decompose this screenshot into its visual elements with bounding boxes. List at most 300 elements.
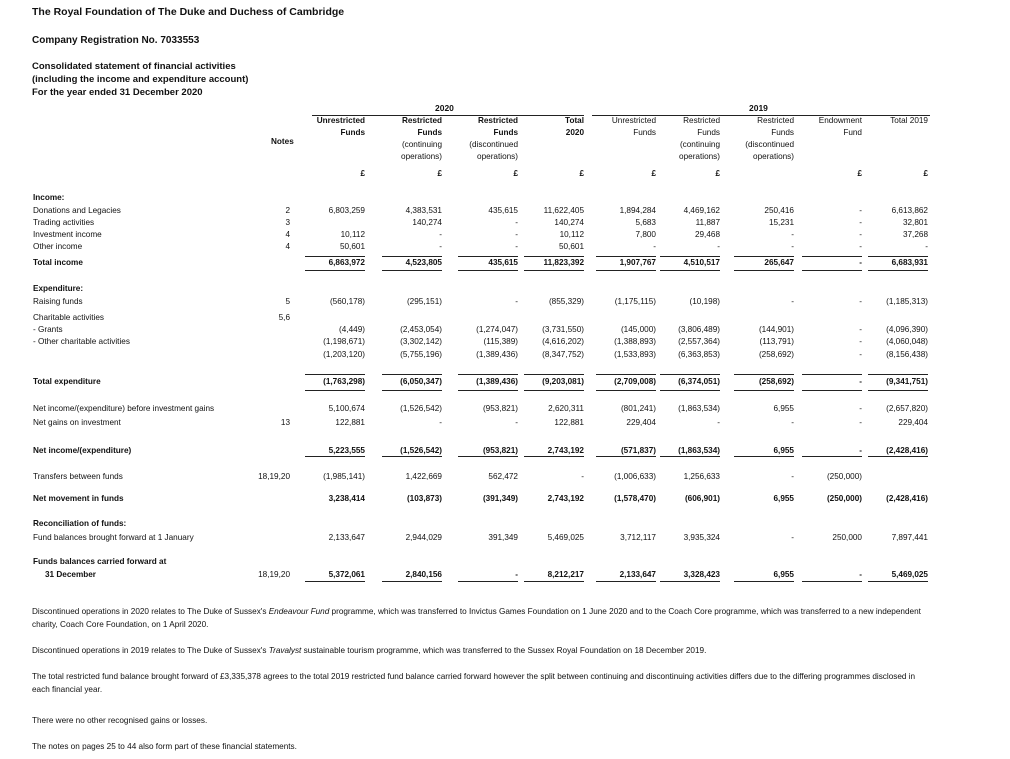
row-label: Investment income: [33, 230, 102, 239]
row-label: - Other charitable activities: [33, 337, 130, 346]
row-label: Raising funds: [33, 297, 83, 306]
column-header-line: Restricted: [683, 116, 720, 125]
registration-number: Company Registration No. 7033553: [32, 35, 200, 46]
row-value: -: [859, 258, 862, 267]
column-header-line: Funds: [697, 128, 720, 137]
row-value: (250,000): [826, 472, 862, 481]
row-value: -: [859, 218, 862, 227]
row-value: -: [859, 325, 862, 334]
row-value: (1,274,047): [476, 325, 518, 334]
row-label: 31 December: [45, 570, 96, 579]
total-rule: [458, 270, 518, 271]
row-value: 1,907,767: [619, 258, 656, 267]
row-value: 5,223,555: [328, 446, 365, 455]
total-rule: [382, 374, 442, 375]
row-value: 2,133,647: [328, 533, 365, 542]
total-rule: [382, 581, 442, 582]
total-rule: [305, 390, 365, 391]
row-value: (3,806,489): [678, 325, 720, 334]
row-value: (8,156,438): [886, 350, 928, 359]
row-note: 18,19,20: [258, 472, 290, 481]
total-rule: [802, 581, 862, 582]
row-value: (113,791): [759, 337, 794, 346]
row-value: (9,341,751): [886, 377, 928, 386]
row-value: -: [859, 206, 862, 215]
row-note: 5,6: [278, 313, 290, 322]
notes-heading: Notes: [271, 137, 294, 146]
row-value: (391,349): [482, 494, 518, 503]
row-value: (258,692): [758, 350, 794, 359]
row-value: -: [859, 297, 862, 306]
row-value: (9,203,081): [542, 377, 584, 386]
row-value: -: [859, 446, 862, 455]
total-rule: [734, 374, 794, 375]
row-value: (1,863,534): [678, 404, 720, 413]
row-value: 3,712,117: [620, 533, 656, 542]
row-label: Total income: [33, 258, 83, 267]
row-value: -: [717, 242, 720, 251]
column-header-line: [792, 151, 862, 163]
total-rule: [305, 581, 365, 582]
column-header-line: Unrestricted: [316, 116, 365, 125]
row-label: Funds balances carried forward at: [33, 557, 167, 566]
statement-title: Consolidated statement of financial activities: [32, 61, 236, 72]
column-header-line: Restricted: [477, 116, 518, 125]
column-header-line: [858, 151, 928, 163]
row-value: 250,000: [832, 533, 862, 542]
row-value: 265,647: [764, 258, 794, 267]
total-rule: [524, 456, 584, 457]
row-value: (2,557,364): [678, 337, 720, 346]
row-value: (855,329): [548, 297, 584, 306]
row-value: 50,601: [558, 242, 584, 251]
total-rule: [458, 581, 518, 582]
row-value: 4,383,531: [405, 206, 442, 215]
row-value: (2,428,416): [886, 494, 928, 503]
organisation-name: The Royal Foundation of The Duke and Duchess of Cambridge: [32, 6, 345, 18]
column-header-line: [514, 139, 584, 151]
total-rule: [868, 374, 928, 375]
row-value: 3,328,423: [683, 570, 720, 579]
row-value: 229,404: [626, 418, 656, 427]
row-value: (801,241): [620, 404, 656, 413]
row-note: 18,19,20: [258, 570, 290, 579]
column-header-line: Fund: [843, 128, 862, 137]
total-rule: [382, 270, 442, 271]
total-rule: [660, 581, 720, 582]
row-value: (1,533,893): [614, 350, 656, 359]
row-label: Transfers between funds: [33, 472, 123, 481]
row-value: 7,800: [635, 230, 656, 239]
row-value: (258,692): [758, 377, 794, 386]
row-value: (115,389): [483, 337, 518, 346]
column-header-line: Funds: [771, 128, 794, 137]
currency-label: £: [857, 169, 862, 178]
row-value: 6,613,862: [891, 206, 928, 215]
row-value: (103,873): [406, 494, 442, 503]
row-value: -: [515, 297, 518, 306]
column-header-line: [858, 139, 928, 151]
column-header-line: operations): [679, 152, 720, 161]
column-header-line: Funds: [340, 128, 365, 137]
footnote-text: programme, which was transferred to Invictus Games Foundation on 1 June 2020 and to the Coach Core programme, which was transferred to a new independent charity, Coach Core Foundation, on 1 April 2020.: [32, 607, 921, 629]
row-value: (1,388,893): [614, 337, 656, 346]
total-rule: [802, 256, 862, 257]
column-header: [650, 115, 720, 163]
column-header-line: [295, 139, 365, 151]
row-value: (953,821): [482, 446, 518, 455]
row-value: 10,112: [340, 230, 365, 239]
row-value: -: [717, 418, 720, 427]
row-value: -: [439, 230, 442, 239]
total-rule: [734, 390, 794, 391]
row-value: (1,526,542): [400, 446, 442, 455]
column-header: [372, 115, 442, 163]
total-rule: [802, 270, 862, 271]
row-value: 3,238,414: [328, 494, 365, 503]
row-label: Income:: [33, 193, 65, 202]
row-value: 1,256,633: [683, 472, 720, 481]
row-value: -: [653, 242, 656, 251]
row-value: (4,060,048): [886, 337, 928, 346]
column-header-line: Endowment: [818, 116, 862, 125]
column-header-line: operations): [401, 152, 442, 161]
row-value: -: [439, 418, 442, 427]
column-header-line: Total: [565, 116, 584, 125]
row-value: -: [515, 418, 518, 427]
row-note: 5: [285, 297, 290, 306]
row-value: -: [791, 533, 794, 542]
total-rule: [305, 456, 365, 457]
currency-label: £: [579, 169, 584, 178]
row-value: -: [515, 242, 518, 251]
column-header-line: Unrestricted: [611, 116, 656, 125]
row-value: 2,944,029: [405, 533, 442, 542]
total-rule: [868, 456, 928, 457]
row-value: (1,198,671): [323, 337, 365, 346]
row-value: 11,887: [695, 218, 720, 227]
statement-subtitle: (including the income and expenditure account): [32, 74, 249, 85]
row-note: 4: [285, 242, 290, 251]
column-header-line: [792, 139, 862, 151]
row-value: -: [859, 404, 862, 413]
total-rule: [660, 390, 720, 391]
total-rule: [524, 374, 584, 375]
column-header-line: Funds: [633, 128, 656, 137]
row-value: (1,985,141): [323, 472, 365, 481]
total-rule: [524, 581, 584, 582]
row-value: 2,743,192: [547, 446, 584, 455]
total-rule: [868, 256, 928, 257]
row-value: (250,000): [826, 494, 862, 503]
row-value: 435,615: [488, 206, 518, 215]
column-header-line: (continuing: [679, 140, 720, 149]
row-value: -: [859, 350, 862, 359]
row-value: 5,469,025: [891, 570, 928, 579]
row-label: Trading activities: [33, 218, 95, 227]
row-label: Expenditure:: [33, 284, 84, 293]
row-value: (6,363,853): [678, 350, 720, 359]
currency-label: £: [360, 169, 365, 178]
row-value: 5,683: [635, 218, 656, 227]
column-header-line: [586, 139, 656, 151]
currency-label: £: [437, 169, 442, 178]
row-label: Net gains on investment: [33, 418, 121, 427]
total-rule: [868, 581, 928, 582]
column-header-line: Restricted: [401, 116, 442, 125]
row-value: 29,468: [694, 230, 720, 239]
column-header: [295, 115, 365, 163]
row-value: 140,274: [554, 218, 584, 227]
column-header-line: [858, 127, 928, 139]
row-value: (606,901): [684, 494, 720, 503]
column-header-line: Total 2019: [890, 116, 928, 125]
total-rule: [596, 270, 656, 271]
row-value: (3,302,142): [400, 337, 442, 346]
total-rule: [305, 374, 365, 375]
total-rule: [458, 456, 518, 457]
footnote-restricted-balance: The total restricted fund balance brought forward of £3,335,378 agrees to the total 2019 restricted fund balance carried forward however the split between continuing and discontinuing activities differs due to the differing programmes disclosed in each financial year.: [32, 672, 916, 694]
row-value: 391,349: [488, 533, 518, 542]
footnote-text: Discontinued operations in 2020 relates to The Duke of Sussex's: [32, 607, 269, 616]
row-value: (6,374,051): [678, 377, 720, 386]
total-rule: [524, 390, 584, 391]
currency-label: £: [715, 169, 720, 178]
column-header: [514, 115, 584, 163]
row-value: 122,881: [554, 418, 584, 427]
column-header-line: operations): [477, 152, 518, 161]
row-value: 32,801: [902, 218, 928, 227]
row-label: Donations and Legacies: [33, 206, 121, 215]
footnote-2020-discontinued: [32, 605, 932, 631]
total-rule: [868, 390, 928, 391]
row-value: -: [791, 418, 794, 427]
year-2019-heading: 2019: [749, 103, 768, 113]
statement-period: For the year ended 31 December 2020: [32, 87, 203, 98]
total-rule: [458, 374, 518, 375]
row-value: -: [859, 570, 862, 579]
row-value: 6,955: [773, 404, 794, 413]
footnote-programme: Travalyst: [268, 646, 302, 655]
column-header-line: Restricted: [757, 116, 794, 125]
row-label: Total expenditure: [33, 377, 101, 386]
row-value: 37,268: [902, 230, 928, 239]
row-value: 4,469,162: [683, 206, 720, 215]
footnote-no-other-gains: There were no other recognised gains or losses.: [32, 716, 208, 725]
column-header-line: 2020: [565, 128, 584, 137]
row-value: (2,428,416): [886, 446, 928, 455]
row-value: (144,901): [758, 325, 794, 334]
row-value: 140,274: [412, 218, 442, 227]
row-label: - Grants: [33, 325, 63, 334]
total-rule: [305, 256, 365, 257]
row-value: (1,006,633): [614, 472, 656, 481]
row-value: 15,231: [768, 218, 794, 227]
total-rule: [458, 390, 518, 391]
row-value: (1,526,542): [400, 404, 442, 413]
total-rule: [734, 456, 794, 457]
footnote-2019-discontinued: [32, 644, 932, 657]
row-value: -: [439, 242, 442, 251]
row-label: Fund balances brought forward at 1 January: [33, 533, 194, 542]
total-rule: [596, 256, 656, 257]
row-label: Net income/(expenditure) before investment gains: [33, 404, 215, 413]
total-rule: [734, 581, 794, 582]
row-label: Net income/(expenditure): [33, 446, 132, 455]
total-rule: [596, 374, 656, 375]
row-label: Other income: [33, 242, 83, 251]
row-value: -: [925, 242, 928, 251]
row-value: 6,863,972: [328, 258, 365, 267]
row-value: 10,112: [559, 230, 584, 239]
row-note: 3: [285, 218, 290, 227]
row-value: -: [791, 230, 794, 239]
column-header: [586, 115, 656, 163]
row-value: 4,523,805: [405, 258, 442, 267]
row-value: -: [859, 230, 862, 239]
total-rule: [802, 374, 862, 375]
row-value: 5,469,025: [547, 533, 584, 542]
row-label: Charitable activities: [33, 313, 104, 322]
total-rule: [524, 270, 584, 271]
total-rule: [524, 256, 584, 257]
row-value: (2,453,054): [400, 325, 442, 334]
row-value: 4,510,517: [683, 258, 720, 267]
row-value: -: [859, 377, 862, 386]
row-note: 13: [280, 418, 290, 427]
row-value: (1,203,120): [323, 350, 365, 359]
row-value: -: [859, 242, 862, 251]
row-value: 5,100,674: [328, 404, 365, 413]
row-value: (1,863,534): [678, 446, 720, 455]
row-value: 2,620,311: [548, 404, 584, 413]
row-value: (560,178): [329, 297, 365, 306]
row-value: (4,096,390): [886, 325, 928, 334]
row-value: (1,389,436): [476, 377, 518, 386]
row-value: 2,840,156: [405, 570, 442, 579]
row-value: 3,935,324: [683, 533, 720, 542]
column-header-line: operations): [753, 152, 794, 161]
row-value: (1,185,313): [886, 297, 928, 306]
row-value: (10,198): [689, 297, 720, 306]
row-value: 122,881: [335, 418, 365, 427]
total-rule: [382, 390, 442, 391]
column-header-line: [295, 151, 365, 163]
footnote-notes-reference: The notes on pages 25 to 44 also form part of these financial statements.: [32, 742, 297, 751]
footnote-text: Discontinued operations in 2019 relates to The Duke of Sussex's: [32, 646, 269, 655]
column-header-line: Funds: [417, 128, 442, 137]
row-value: 6,683,931: [891, 258, 928, 267]
row-value: (5,755,196): [400, 350, 442, 359]
row-value: 8,212,217: [547, 570, 584, 579]
total-rule: [382, 456, 442, 457]
row-value: 2,133,647: [619, 570, 656, 579]
row-value: (295,151): [406, 297, 442, 306]
row-label: Reconciliation of funds:: [33, 519, 127, 528]
row-value: (1,578,470): [614, 494, 656, 503]
currency-label: £: [513, 169, 518, 178]
row-value: 6,955: [773, 494, 794, 503]
year-2020-heading: 2020: [435, 103, 454, 113]
column-header-line: (discontinued: [745, 140, 794, 149]
row-value: -: [515, 218, 518, 227]
row-value: (4,616,202): [542, 337, 584, 346]
row-value: 11,823,392: [543, 258, 584, 267]
row-value: 229,404: [898, 418, 928, 427]
row-value: -: [515, 230, 518, 239]
total-rule: [596, 456, 656, 457]
row-value: (145,000): [620, 325, 656, 334]
row-value: (8,347,752): [542, 350, 584, 359]
row-value: -: [581, 472, 584, 481]
row-value: 250,416: [764, 206, 794, 215]
row-value: 2,743,192: [547, 494, 584, 503]
total-rule: [305, 270, 365, 271]
total-rule: [660, 456, 720, 457]
row-value: (1,763,298): [323, 377, 365, 386]
row-value: (1,389,436): [476, 350, 518, 359]
row-value: -: [859, 418, 862, 427]
row-value: 11,622,405: [543, 206, 584, 215]
currency-label: £: [651, 169, 656, 178]
total-rule: [596, 581, 656, 582]
row-value: -: [515, 570, 518, 579]
row-value: (571,837): [620, 446, 656, 455]
row-value: (2,657,820): [886, 404, 928, 413]
row-value: -: [859, 337, 862, 346]
row-label: Net movement in funds: [33, 494, 124, 503]
row-value: 6,955: [773, 570, 794, 579]
row-value: -: [791, 242, 794, 251]
total-rule: [802, 456, 862, 457]
total-rule: [660, 270, 720, 271]
row-value: (3,731,550): [542, 325, 584, 334]
total-rule: [802, 390, 862, 391]
total-rule: [734, 270, 794, 271]
row-value: -: [791, 472, 794, 481]
total-rule: [660, 256, 720, 257]
column-header-line: [586, 151, 656, 163]
column-header-line: (continuing: [401, 140, 442, 149]
row-value: 7,897,441: [891, 533, 928, 542]
row-value: -: [791, 297, 794, 306]
currency-label: £: [923, 169, 928, 178]
footnote-programme: Endeavour Fund: [268, 607, 330, 616]
row-value: 50,601: [339, 242, 365, 251]
row-value: 435,615: [488, 258, 518, 267]
row-value: (4,449): [339, 325, 365, 334]
total-rule: [734, 256, 794, 257]
column-header-line: Funds: [493, 128, 518, 137]
column-header: [792, 115, 862, 163]
total-rule: [382, 256, 442, 257]
row-value: 5,372,061: [328, 570, 365, 579]
row-value: 6,803,259: [328, 206, 365, 215]
row-value: (2,709,008): [614, 377, 656, 386]
footnote-text: sustainable tourism programme, which was transferred to the Sussex Royal Foundation on 18 December 2019.: [301, 646, 707, 655]
row-value: (953,821): [482, 404, 518, 413]
total-rule: [868, 270, 928, 271]
column-header: [858, 115, 928, 163]
row-value: 1,894,284: [619, 206, 656, 215]
row-value: 6,955: [773, 446, 794, 455]
row-note: 4: [285, 230, 290, 239]
total-rule: [660, 374, 720, 375]
column-header: [724, 115, 794, 163]
total-rule: [458, 256, 518, 257]
row-value: 1,422,669: [405, 472, 442, 481]
column-header-line: [514, 151, 584, 163]
